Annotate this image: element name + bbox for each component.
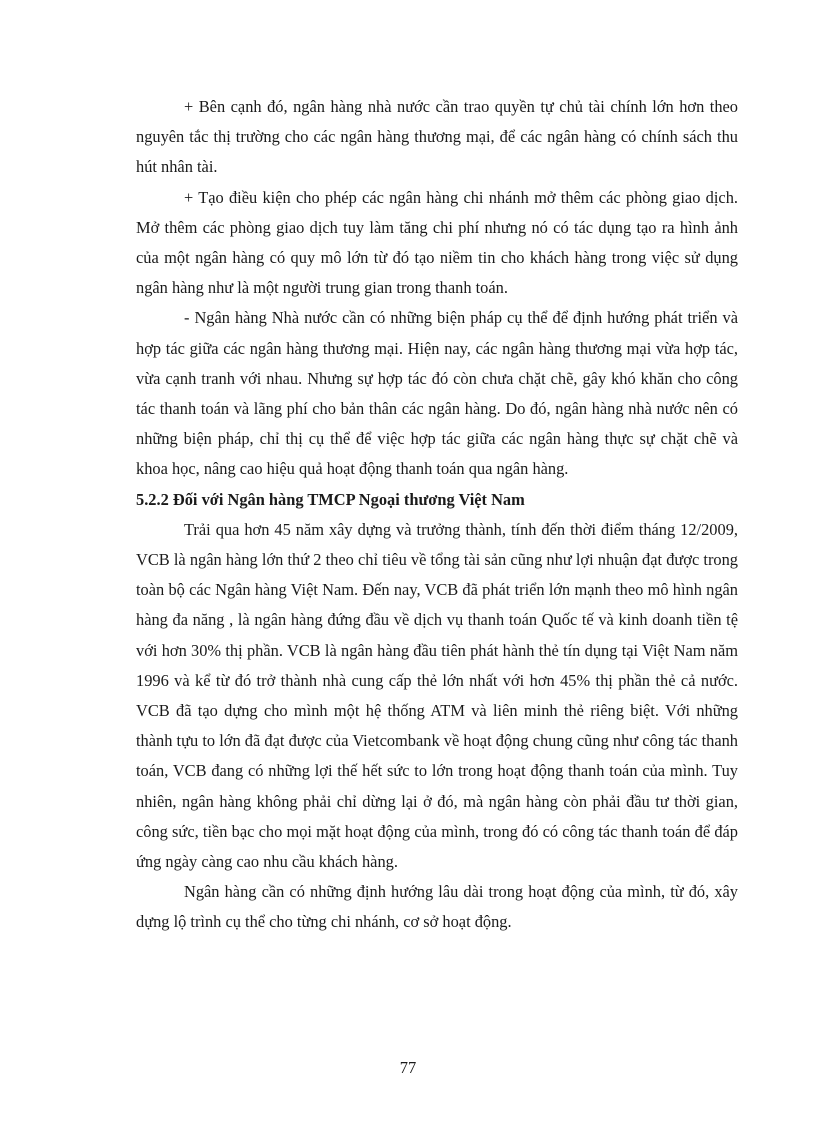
section-heading: 5.2.2 Đối với Ngân hàng TMCP Ngoại thương Việt Nam — [136, 489, 525, 509]
page-number: 77 — [399, 1058, 417, 1077]
paragraph-vcb-history: Trải qua hơn 45 năm xây dựng và trưởng thành, tính đến thời điểm tháng 12/2009, VCB là ngân hàng lớn thứ 2 theo chỉ tiêu về tổng tài sản cũng như lợi nhuận đạt được trong toàn bộ các Ngân hàng Việt Nam. Đến nay, VCB đã phát triển lớn mạnh theo mô hình ngân hàng đa năng , là ngân hàng đứng đầu về dịch vụ thanh toán Quốc tế và kinh doanh tiền tệ với hơn 30% thị phần. VCB là ngân hàng đầu tiên phát hành thẻ tín dụng tại Việt Nam năm 1996 và kể từ đó trở thành nhà cung cấp thẻ lớn nhất với hơn 45% thị phần thẻ cả nước. VCB đã tạo dựng cho mình một hệ thống ATM và liên minh thẻ riêng biệt. Với những thành tựu to lớn đã đạt được của Vietcombank về hoạt động chung cũng như công tác thanh toán, VCB đang có những lợi thế hết sức to lớn trong hoạt động thanh toán của mình. Tuy nhiên, ngân hàng không phải chỉ dừng lại ở đó, mà ngân hàng còn phải đầu tư thời gian, công sức, tiền bạc cho mọi mặt hoạt động của mình, trong đó có công tác thanh toán để đáp ứng ngày càng cao nhu cầu khách hàng. — [136, 519, 738, 872]
paragraph-cooperation: - Ngân hàng Nhà nước cần có những biện pháp cụ thể để định hướng phát triển và hợp tác giữa các ngân hàng thương mại. Hiện nay, các ngân hàng thương mại vừa hợp tác, vừa cạnh tranh với nhau. Nhưng sự hợp tác đó còn chưa chặt chẽ, gây khó khăn cho công tác thanh toán và lãng phí cho bản thân các ngân hàng. Do đó, ngân hàng nhà nước nên có những biện pháp, chỉ thị cụ thể để việc hợp tác giữa các ngân hàng thực sự chặt chẽ và khoa học, nâng cao hiệu quả hoạt động thanh toán qua ngân hàng. — [136, 308, 738, 479]
paragraph-autonomy: + Bên cạnh đó, ngân hàng nhà nước cần trao quyền tự chủ tài chính lớn hơn theo nguyên tắc thị trường cho các ngân hàng thương mại, để các ngân hàng có chính sách thu hút nhân tài. — [136, 97, 738, 177]
paragraph-long-term-direction: Ngân hàng cần có những định hướng lâu dài trong hoạt động của mình, từ đó, xây dựng lộ trình cụ thể cho từng chi nhánh, cơ sở hoạt động. — [136, 882, 738, 932]
document-page — [136, 92, 738, 938]
paragraph-branch-offices: + Tạo điều kiện cho phép các ngân hàng chi nhánh mở thêm các phòng giao dịch. Mở thêm các phòng giao dịch tuy làm tăng chi phí nhưng nó có tác dụng tạo ra hình ảnh của một ngân hàng có quy mô lớn từ đó tạo niềm tin cho khách hàng trong việc sử dụng ngân hàng như là một người trung gian trong thanh toán. — [136, 187, 738, 298]
